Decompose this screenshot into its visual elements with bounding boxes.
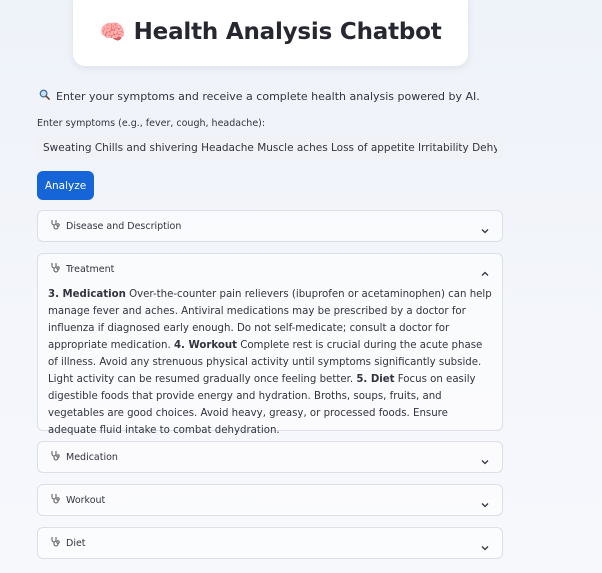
chevron-down-icon — [480, 452, 490, 462]
expander-disease-header[interactable] — [38, 211, 502, 241]
expander-disease-label: Disease and Description — [66, 220, 182, 232]
diet-text: Focus on easily digestible foods that provide energy and hydration. Broths, soups, fruits, and vegetables are good choices. Avoid heavy, greasy, or processed foods. Ensure adequate fluid intake to combat dehydration. — [48, 374, 476, 436]
expander-medication-label: Medication — [66, 451, 118, 463]
chevron-down-icon — [480, 221, 490, 231]
analyze-button[interactable]: Analyze — [37, 171, 94, 200]
expander-diet-header[interactable] — [38, 528, 502, 558]
workout-heading: 4. Workout — [173, 340, 237, 351]
page-title: Health Analysis Chatbot — [133, 19, 442, 45]
stethoscope-icon — [50, 450, 62, 465]
diet-heading: 5. Diet — [356, 374, 395, 385]
brain-icon: 🧠 — [99, 19, 126, 44]
expander-workout — [37, 484, 503, 516]
chevron-down-icon — [480, 495, 490, 505]
header-card — [73, 0, 468, 66]
expander-treatment-label: Treatment — [66, 263, 115, 275]
medication-heading: 3. Medication — [48, 289, 126, 300]
expander-diet-label: Diet — [66, 537, 86, 549]
expander-disease — [37, 210, 503, 242]
medication-text: Over-the-counter pain relievers (ibuprofen or acetaminophen) can help manage fever and aches. Antiviral medications may be prescribed by a doctor for influenza if diagnosed early enough. Do not self-medicate; consult a doctor for appropriate medication. — [48, 289, 492, 351]
chevron-up-icon — [480, 264, 490, 274]
workout-text: Complete rest is crucial during the acute phase of illness. Avoid any strenuous physical activity until symptoms significantly subside. Light activity can be resumed gradually once feeling better. — [48, 340, 483, 385]
magnifier-icon — [39, 89, 50, 103]
stethoscope-icon — [50, 536, 62, 551]
stethoscope-icon — [50, 262, 62, 277]
symptoms-input[interactable] — [37, 136, 503, 159]
treatment-content — [38, 284, 502, 449]
expander-medication-header[interactable] — [38, 442, 502, 472]
intro-label: Enter your symptoms and receive a complete health analysis powered by AI. — [56, 89, 480, 103]
chevron-down-icon — [480, 538, 490, 548]
expander-workout-header[interactable] — [38, 485, 502, 515]
expander-medication — [37, 441, 503, 473]
stethoscope-icon — [50, 493, 62, 508]
expander-diet — [37, 527, 503, 559]
stethoscope-icon — [50, 219, 62, 234]
symptoms-label: Enter symptoms (e.g., fever, cough, headache): — [37, 118, 266, 129]
expander-workout-label: Workout — [66, 494, 106, 506]
expander-treatment-header[interactable] — [38, 254, 502, 284]
intro-text — [39, 89, 480, 103]
expander-treatment — [37, 253, 503, 436]
